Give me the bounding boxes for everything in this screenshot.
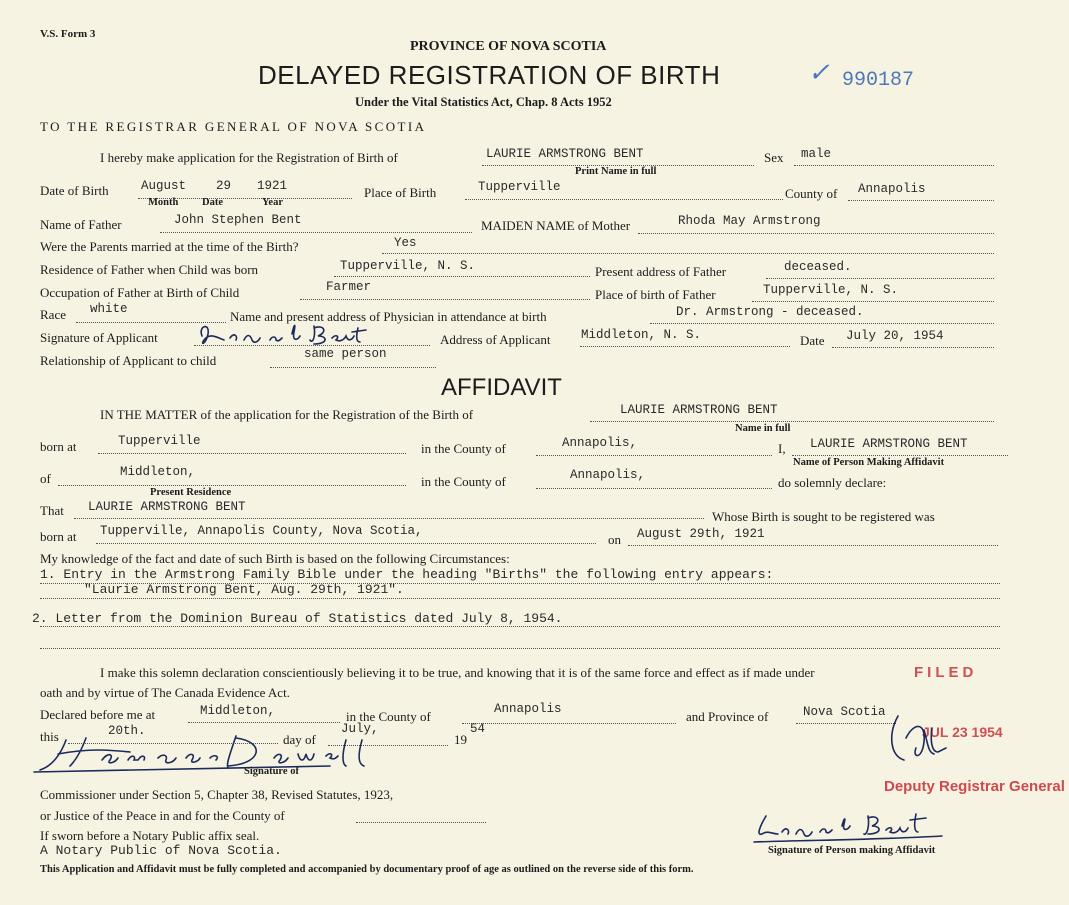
- act-reference: Under the Vital Statistics Act, Chap. 8 Acts 1952: [355, 95, 612, 109]
- born-place: Tupperville, Annapolis County, Nova Scotia,: [100, 524, 423, 538]
- deponent-signature: [752, 806, 952, 846]
- sig-applicant-label: Signature of Applicant: [40, 330, 158, 345]
- addr-applicant-label: Address of Applicant: [440, 332, 551, 347]
- circumstance-2: 2. Letter from the Dominion Bureau of Statistics dated July 8, 1954.: [32, 611, 563, 626]
- deponent-caption: Name of Person Making Affidavit: [793, 457, 945, 468]
- that-name: LAURIE ARMSTRONG BENT: [88, 500, 246, 514]
- addr-applicant-value: Middleton, N. S.: [581, 328, 702, 342]
- dob-month: August: [141, 179, 187, 193]
- born-at2-label: born at: [40, 529, 77, 544]
- addressee: TO THE REGISTRAR GENERAL OF NOVA SCOTIA: [40, 119, 427, 134]
- declare-label: do solemnly declare:: [778, 475, 887, 490]
- day-of-label: day of: [283, 732, 316, 747]
- affidavit-county: Annapolis,: [562, 436, 638, 450]
- declared-month: July,: [341, 722, 379, 736]
- father-pob-label: Place of birth of Father: [595, 287, 716, 302]
- in-county-label-2: in the County of: [421, 474, 506, 489]
- commissioner-label: Commissioner under Section 5, Chapter 38, Revised Statutes, 1923,: [40, 787, 394, 802]
- sex-label: Sex: [764, 150, 784, 165]
- declared-province: Nova Scotia: [803, 705, 886, 719]
- caption-month: Month: [148, 197, 179, 208]
- caption-date: Date: [202, 197, 223, 208]
- registrar-initials: [880, 710, 950, 768]
- date-value: July 20, 1954: [846, 329, 944, 343]
- form-title: DELAYED REGISTRATION OF BIRTH: [258, 60, 721, 90]
- declared-label: Declared before me at: [40, 707, 156, 722]
- father-label: Name of Father: [40, 217, 122, 232]
- of-label: of: [40, 471, 51, 486]
- dob-year: 1921: [257, 179, 288, 193]
- declared-day: 20th.: [108, 724, 146, 738]
- married-value: Yes: [394, 236, 417, 250]
- father-pob-value: Tupperville, N. S.: [763, 283, 899, 297]
- affidavit-title: AFFIDAVIT: [441, 374, 562, 401]
- date-label: Date: [800, 333, 825, 348]
- commissioner-signature: [30, 730, 410, 776]
- on-label: on: [608, 532, 621, 547]
- whose-birth-label: Whose Birth is sought to be registered was: [712, 509, 935, 524]
- solemn-declaration: I make this solemn declaration conscientiously believing it to be true, and knowing that it is of the same force and effect as if made under: [100, 665, 815, 680]
- sex-value: male: [801, 147, 832, 161]
- i-label: I,: [778, 441, 786, 456]
- county-label: County of: [785, 186, 838, 201]
- born-at-label: born at: [40, 439, 77, 454]
- in-county-label: in the County of: [421, 441, 506, 456]
- dob-day: 29: [216, 179, 232, 193]
- county-value: Annapolis: [858, 182, 926, 196]
- res-father-label: Residence of Father when Child was born: [40, 262, 259, 277]
- pob-label: Place of Birth: [364, 185, 437, 200]
- name-caption: Print Name in full: [575, 166, 657, 177]
- affidavit-name-caption: Name in full: [735, 423, 791, 434]
- residence-caption: Present Residence: [150, 487, 232, 498]
- notary-value: A Notary Public of Nova Scotia.: [40, 843, 282, 858]
- race-label: Race: [40, 307, 66, 322]
- knowledge-label: My knowledge of the fact and date of such Birth is based on the following Circumstances:: [40, 551, 510, 566]
- born-date: August 29th, 1921: [637, 527, 765, 541]
- pob-value: Tupperville: [478, 180, 561, 194]
- affidavit-name: LAURIE ARMSTRONG BENT: [620, 403, 778, 417]
- this-label: this: [40, 729, 59, 744]
- declared-at: Middleton,: [200, 704, 276, 718]
- dob-label: Date of Birth: [40, 183, 109, 198]
- province-heading: PROVINCE OF NOVA SCOTIA: [410, 39, 607, 54]
- married-label: Were the Parents married at the time of the Birth?: [40, 239, 299, 254]
- year-suffix: 54: [470, 722, 486, 736]
- affidavit-county-2: Annapolis,: [570, 468, 646, 482]
- present-addr-label: Present address of Father: [595, 264, 727, 279]
- caption-year: Year: [262, 197, 283, 208]
- mother-label: MAIDEN NAME of Mother: [481, 218, 631, 233]
- county-of-label: in the County of: [346, 709, 431, 724]
- notary-note: If sworn before a Notary Public affix seal.: [40, 828, 260, 843]
- relationship-value: same person: [304, 347, 387, 361]
- mother-value: Rhoda May Armstrong: [678, 214, 821, 228]
- residence-value: Middleton,: [120, 465, 196, 479]
- born-at-value: Tupperville: [118, 434, 201, 448]
- physician-value: Dr. Armstrong - deceased.: [676, 305, 864, 319]
- registration-number: 990187: [842, 69, 915, 92]
- deponent-sig-caption: Signature of Person making Affidavit: [768, 845, 936, 856]
- signature-of-label: Signature of: [244, 766, 299, 777]
- physician-label: Name and present address of Physician in attendance at birth: [230, 309, 547, 324]
- occupation-label: Occupation of Father at Birth of Child: [40, 285, 240, 300]
- registrar-office: Deputy Registrar General: [884, 778, 1065, 795]
- deponent-name: LAURIE ARMSTRONG BENT: [810, 437, 968, 451]
- race-value: white: [90, 302, 128, 316]
- year-prefix: 19: [454, 732, 467, 747]
- matter-label: IN THE MATTER of the application for the Registration of the Birth of: [100, 407, 474, 422]
- father-value: John Stephen Bent: [174, 213, 302, 227]
- res-father-value: Tupperville, N. S.: [340, 259, 476, 273]
- present-addr-value: deceased.: [784, 260, 852, 274]
- justice-label: or Justice of the Peace in and for the County of: [40, 808, 285, 823]
- that-label: That: [40, 503, 64, 518]
- circumstance-1: 1. Entry in the Armstrong Family Bible under the heading "Births" the following entry appears:: [40, 567, 774, 582]
- footer-note: This Application and Affidavit must be fully completed and accompanied by documentary proof of age as outlined on the reverse side of this form.: [40, 864, 694, 875]
- filed-stamp: FILED: [914, 664, 978, 681]
- applicant-name: LAURIE ARMSTRONG BENT: [486, 147, 644, 161]
- occupation-value: Farmer: [326, 280, 372, 294]
- form-number: V.S. Form 3: [40, 28, 96, 40]
- relationship-label: Relationship of Applicant to child: [40, 353, 217, 368]
- province-label: and Province of: [686, 709, 769, 724]
- check-mark: ✓: [808, 58, 830, 87]
- circumstance-1b: "Laurie Armstrong Bent, Aug. 29th, 1921".: [84, 582, 404, 597]
- intro-label: I hereby make application for the Registration of Birth of: [100, 150, 398, 165]
- oath-line: oath and by virtue of The Canada Evidence Act.: [40, 685, 290, 700]
- stamp-date: JUL 23 1954: [922, 724, 1003, 740]
- declared-county: Annapolis: [494, 702, 562, 716]
